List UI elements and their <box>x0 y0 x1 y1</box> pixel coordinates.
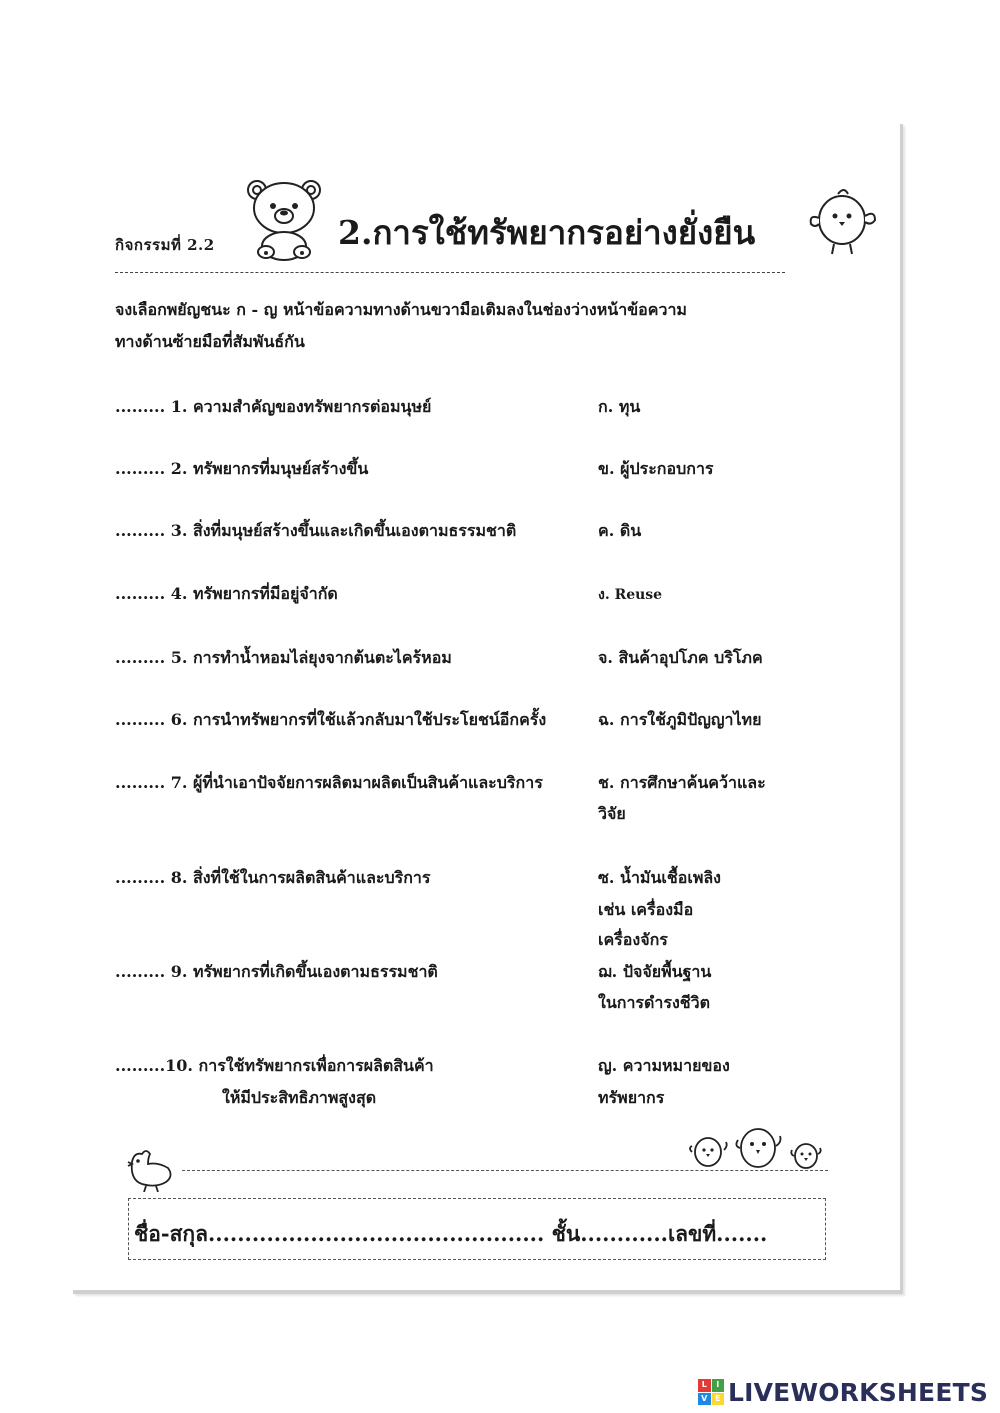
liveworksheets-logo <box>698 1377 988 1407</box>
question-text: ......... 4. ทรัพยากรที่มีอยู่จำกัด <box>115 584 338 603</box>
answer-option-cont: ในการดำรงชีวิต <box>598 993 711 1012</box>
answer-option: ซ. น้ำมันเชื้อเพลิง <box>598 868 721 887</box>
worksheet-title: 2.การใช้ทรัพยากรอย่างยั่งยืน <box>338 213 756 252</box>
bear-icon <box>244 176 324 262</box>
logo-letter: L <box>698 1379 711 1392</box>
question-text-cont: ให้มีประสิทธิภาพสูงสุด <box>222 1088 377 1107</box>
question-text: ......... 5. การทำน้ำหอมไล่ยุงจากต้นตะไคร้หอม <box>115 648 452 667</box>
worksheet-page <box>70 120 900 1290</box>
question-text: ......... 9. ทรัพยากรที่เกิดขึ้นเองตามธรรมชาติ <box>115 962 438 981</box>
instruction-line-1: จงเลือกพยัญชนะ ก - ญ หน้าข้อความทางด้านขวามือเติมลงในช่องว่างหน้าข้อความ <box>115 300 687 319</box>
logo-letter: E <box>712 1393 725 1406</box>
answer-option-cont: เช่น เครื่องมือ <box>598 900 694 919</box>
answer-option: ค. ดิน <box>598 521 642 540</box>
answer-option: จ. สินค้าอุปโภค บริโภค <box>598 648 763 667</box>
answer-option: ญ. ความหมายของ <box>598 1056 730 1075</box>
answer-option: ฉ. การใช้ภูมิปัญญาไทย <box>598 710 762 729</box>
brand-name: LIVEWORKSHEETS <box>728 1377 989 1407</box>
question-text: ......... 3. สิ่งที่มนุษย์สร้างขึ้นและเกิดขึ้นเองตามธรรมชาติ <box>115 521 517 540</box>
logo-letter: I <box>712 1379 725 1392</box>
answer-option: ช. การศึกษาค้นคว้าและ <box>598 773 766 792</box>
answer-option: ข. ผู้ประกอบการ <box>598 459 714 478</box>
question-text: ......... 8. สิ่งที่ใช้ในการผลิตสินค้าและบริการ <box>115 868 431 887</box>
answer-option: ฌ. ปัจจัยพื้นฐาน <box>598 962 712 981</box>
question-text: .........10. การใช้ทรัพยากรเพื่อการผลิตสินค้า <box>115 1056 434 1075</box>
question-text: ......... 7. ผู้ที่นำเอาปัจจัยการผลิตมาผลิตเป็นสินค้าและบริการ <box>115 773 543 792</box>
liveworksheets-logo-mark <box>698 1379 724 1405</box>
answer-option: ง. Reuse <box>598 587 663 603</box>
answer-option-cont: ทรัพยากร <box>598 1088 665 1107</box>
question-text: ......... 6. การนำทรัพยากรที่ใช้แล้วกลับมาใช้ประโยชน์อีกครั้ง <box>115 710 547 729</box>
logo-letter: V <box>698 1393 711 1406</box>
activity-label: กิจกรรมที่ 2.2 <box>115 236 215 254</box>
question-text: ......... 1. ความสำคัญของทรัพยากรต่อมนุษย์ <box>115 397 432 416</box>
title-divider <box>115 272 785 273</box>
answer-option: ก. ทุน <box>598 397 641 416</box>
bird-icon <box>808 186 876 258</box>
student-name-line[interactable]: ชื่อ-สกุล.............................................. ชั้น............เลขที่....... <box>134 1221 768 1246</box>
instruction-line-2: ทางด้านซ้ายมือที่สัมพันธ์กัน <box>115 332 305 351</box>
question-text: ......... 2. ทรัพยากรที่มนุษย์สร้างขึ้น <box>115 459 369 478</box>
answer-option-cont: เครื่องจักร <box>598 930 668 949</box>
answer-option-cont: วิจัย <box>598 804 626 823</box>
chick-group-icon <box>688 1124 830 1174</box>
hen-icon <box>122 1146 176 1192</box>
decorative-dotted-line <box>182 1170 828 1171</box>
